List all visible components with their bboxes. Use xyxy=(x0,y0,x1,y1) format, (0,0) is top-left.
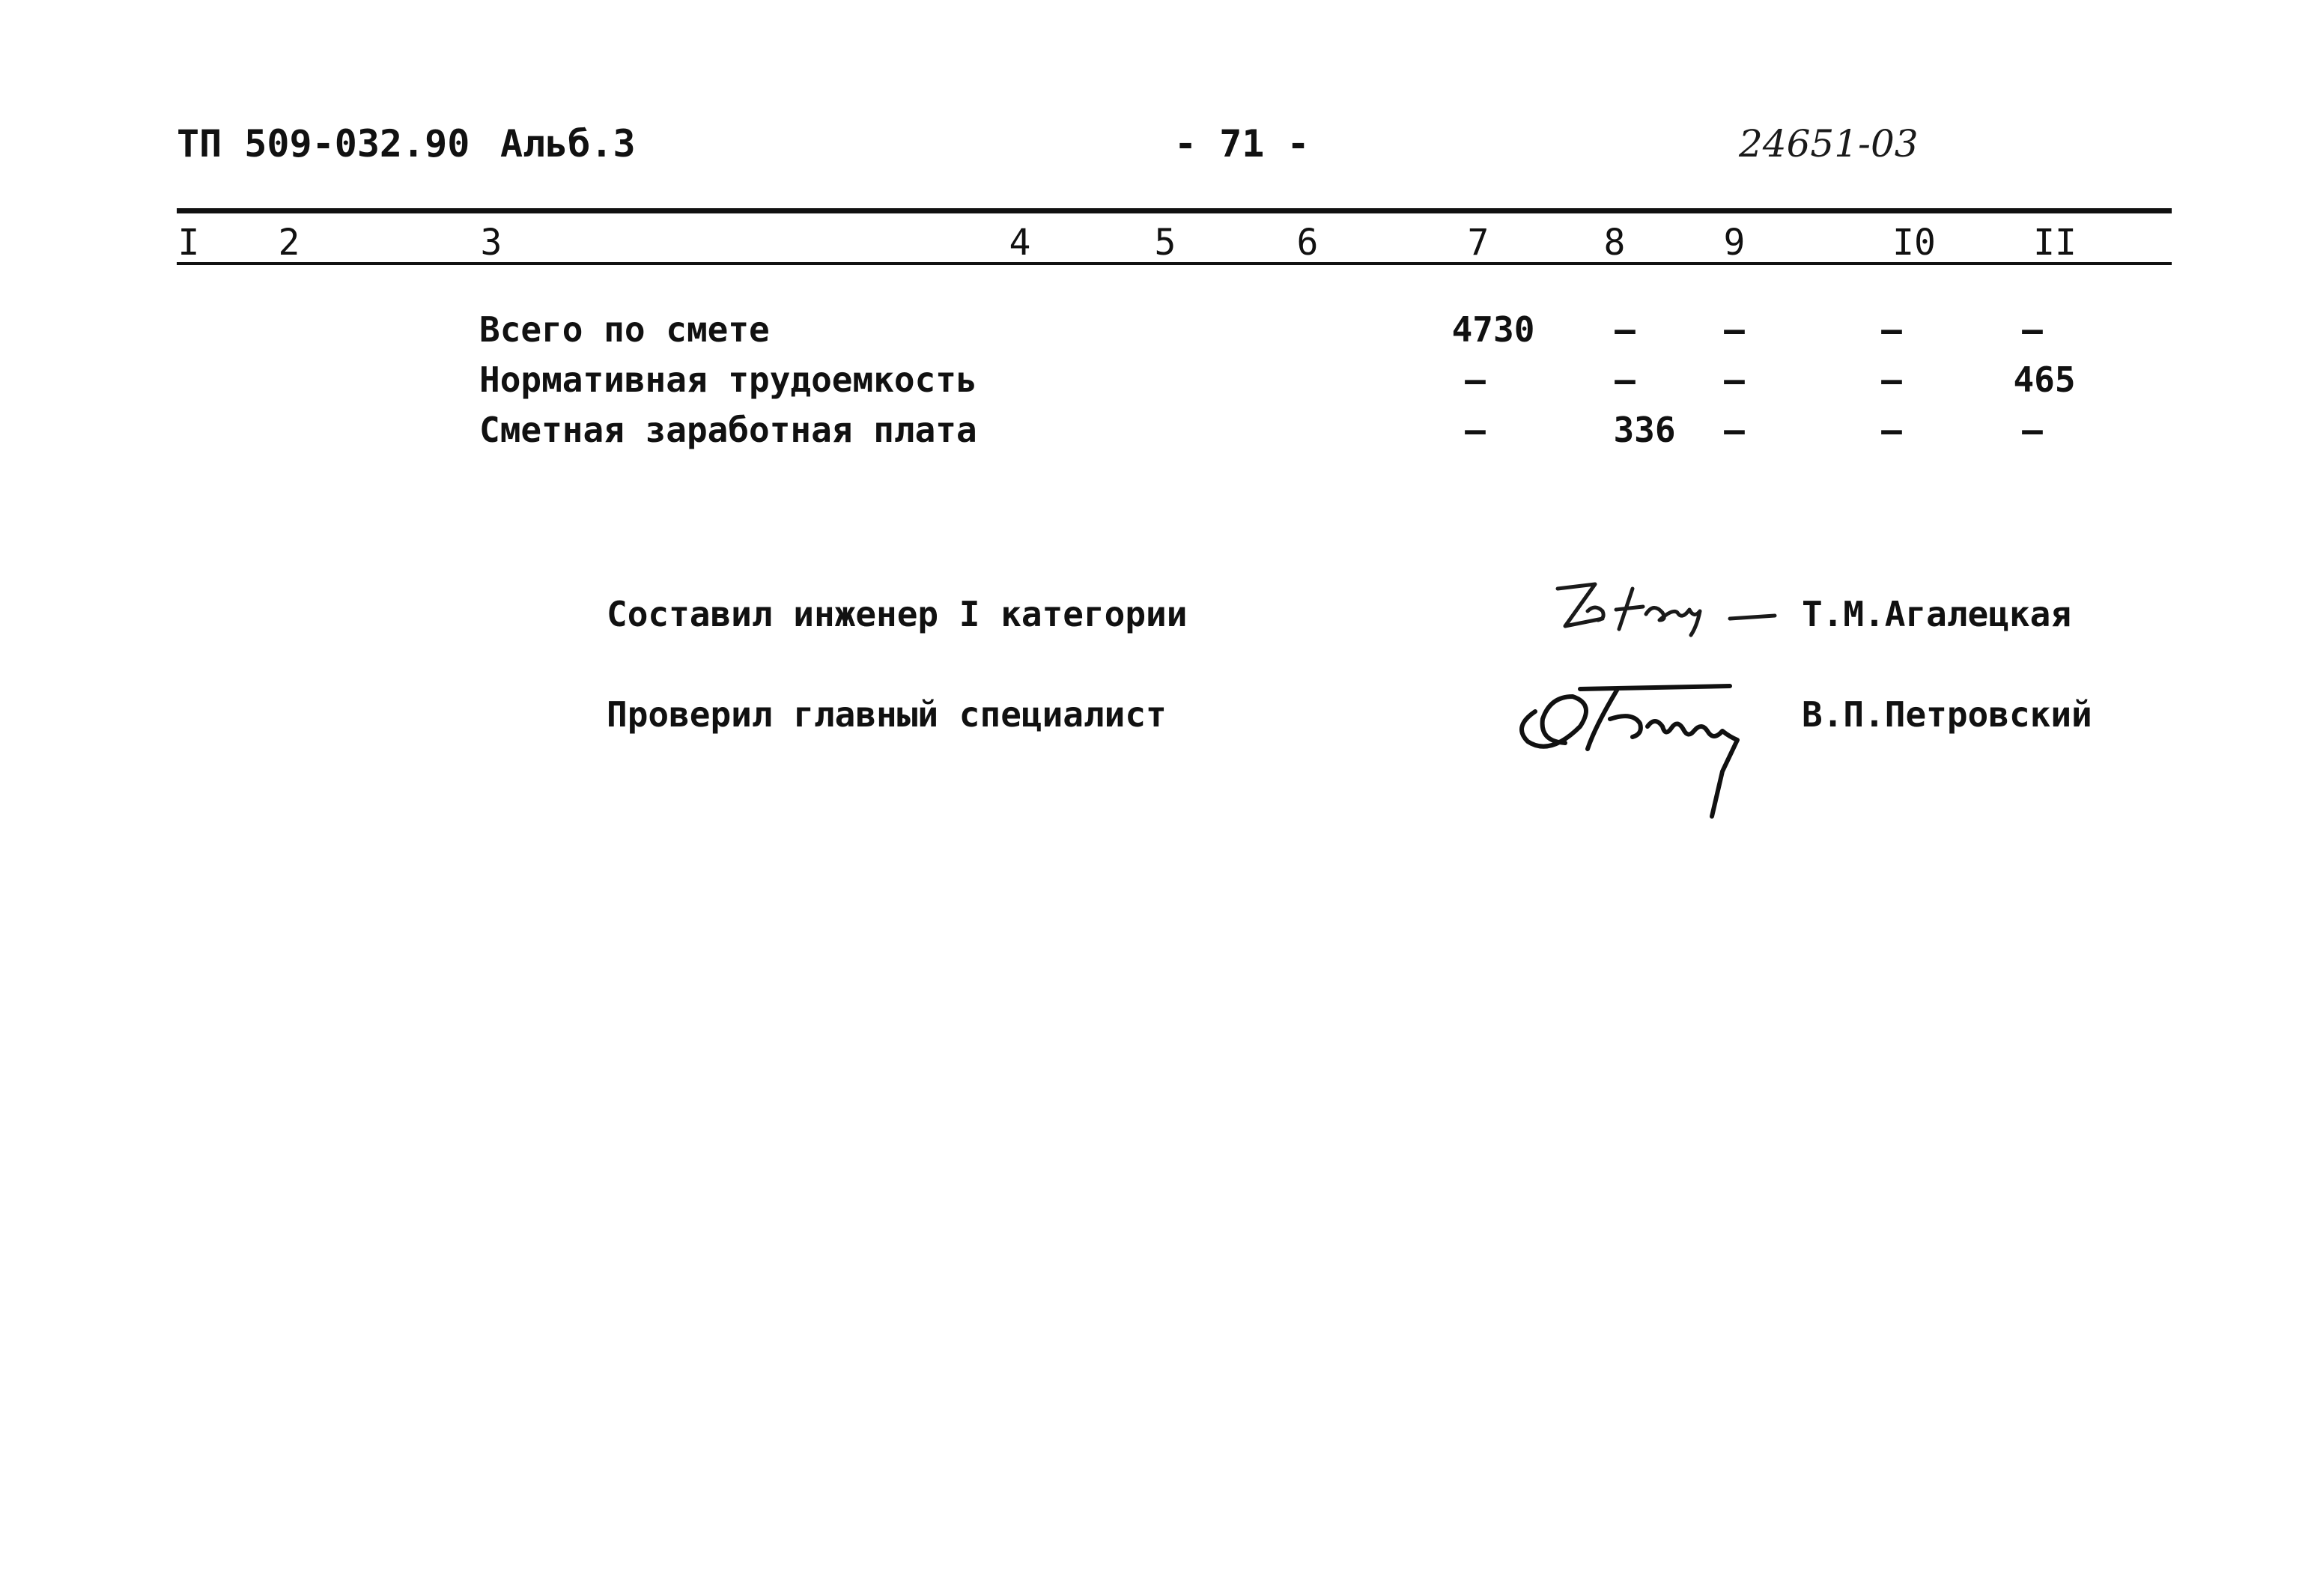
column-number-7: 7 xyxy=(1467,222,1489,264)
page-number: - 71 - xyxy=(1174,122,1310,166)
checked-by-name: В.П.Петровский xyxy=(1802,694,2092,735)
document-number: 24651-03 xyxy=(1739,122,1919,166)
table-cell: – xyxy=(1881,410,1902,450)
signature-petrovsky-icon xyxy=(1505,659,1790,824)
table-cell: – xyxy=(1465,359,1486,400)
table-cell: – xyxy=(1465,410,1486,450)
table-cell: – xyxy=(1724,359,1745,400)
table-cell: – xyxy=(1881,309,1902,350)
table-cell: – xyxy=(2022,309,2043,350)
table-cell: 465 xyxy=(2013,359,2076,400)
column-number-10: I0 xyxy=(1892,222,1936,264)
row-label-wages: Сметная заработная плата xyxy=(479,410,977,450)
column-number-5: 5 xyxy=(1154,222,1176,264)
column-number-11: II xyxy=(2033,222,2077,264)
compiled-by-label: Составил инженер I категории xyxy=(607,594,1188,634)
column-number-6: 6 xyxy=(1296,222,1319,264)
table-cell: – xyxy=(1881,359,1902,400)
table-cell: 336 xyxy=(1613,410,1676,450)
table-cell: – xyxy=(1615,359,1636,400)
signature-agaletskaya-icon xyxy=(1550,566,1790,649)
table-cell: – xyxy=(2022,410,2043,450)
document-code: ТП 509-032.90 xyxy=(177,122,470,166)
table-cell: – xyxy=(1615,309,1636,350)
column-number-9: 9 xyxy=(1723,222,1746,264)
album-number: Альб.3 xyxy=(500,122,636,166)
table-top-rule xyxy=(177,208,2172,213)
table-cell: – xyxy=(1724,410,1745,450)
compiled-by-name: Т.М.Агалецкая xyxy=(1802,594,2072,634)
table-cell: 4730 xyxy=(1451,309,1535,350)
column-number-8: 8 xyxy=(1603,222,1626,264)
row-label-labor: Нормативная трудоемкость xyxy=(479,359,977,400)
column-number-3: 3 xyxy=(480,222,502,264)
checked-by-label: Проверил главный специалист xyxy=(607,694,1167,735)
column-number-4: 4 xyxy=(1009,222,1031,264)
column-number-2: 2 xyxy=(278,222,300,264)
row-label-total: Всего по смете xyxy=(479,309,770,350)
column-number-1: I xyxy=(177,222,200,264)
table-cell: – xyxy=(1724,309,1745,350)
